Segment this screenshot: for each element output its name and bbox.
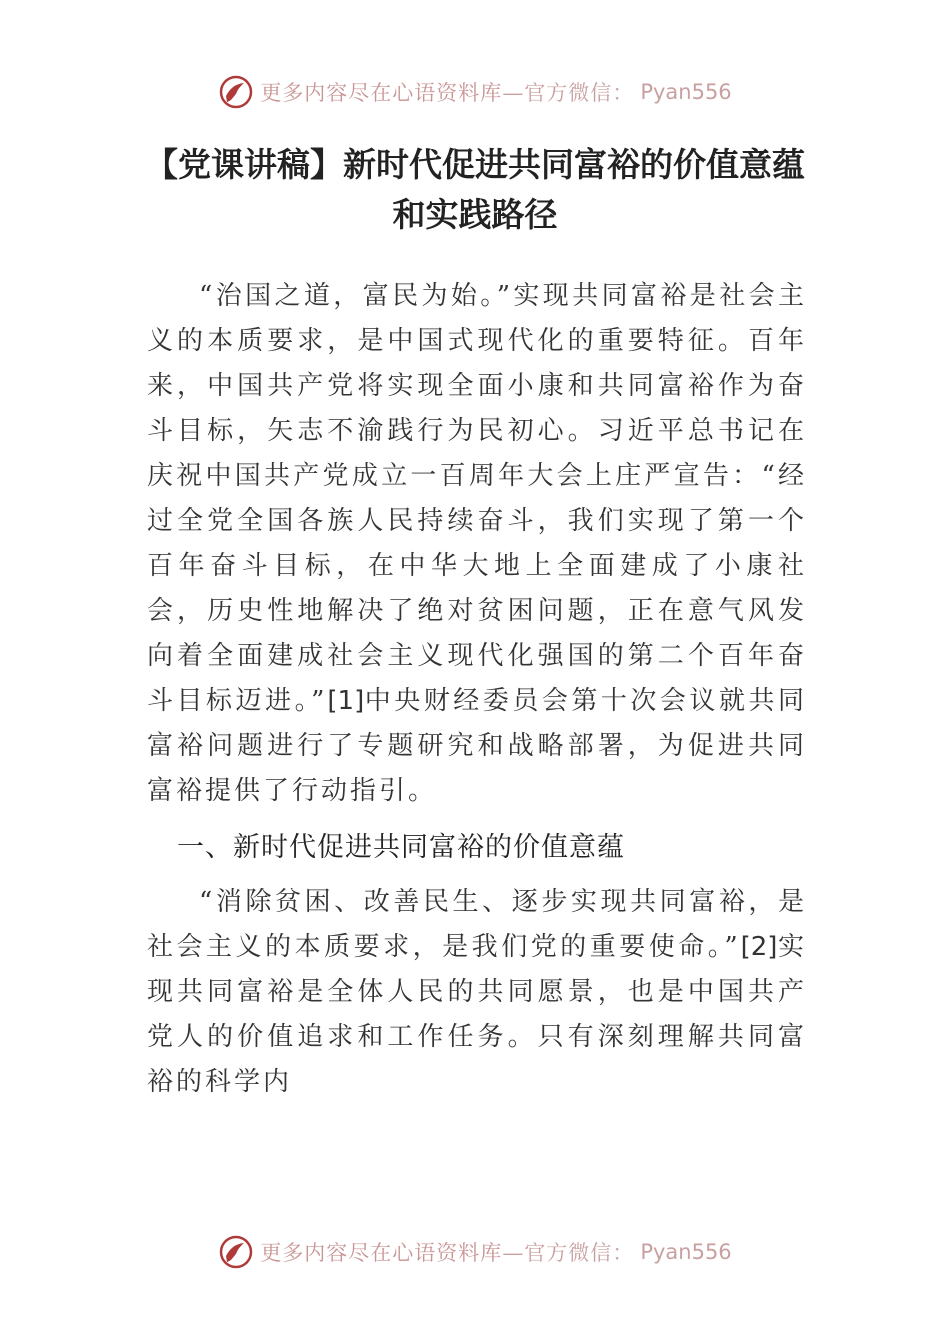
footnote-ref-1: [1]: [327, 686, 365, 716]
title-line-1: 【党课讲稿】新时代促进共同富裕的价值意蕴: [145, 145, 805, 184]
document-body: [147, 274, 807, 1105]
header-watermark: [0, 70, 950, 114]
paragraph-intro-text-a: “治国之道，富民为始。”实现共同富裕是社会主义的本质要求，是中国式现代化的重要特征。百年来，中国共产党将实现全面小康和共同富裕作为奋斗目标，矢志不渝践行为民初心。习近平总书记在庆祝中国共产党成立一百周年大会上庄严宣告：“经过全党全国各族人民持续奋斗，我们实现了第一个百年奋斗目标，在中华大地上全面建成了小康社会，历史性地解决了绝对贫困问题，正在意气风发向着全面建成社会主义现代化强国的第二个百年奋斗目标迈进。”: [147, 281, 807, 716]
paragraph-intro-text-b: 中央财经委员会第十次会议就共同富裕问题进行了专题研究和战略部署，为促进共同富裕提供了行动指引。: [147, 686, 807, 806]
footer-watermark: [0, 1230, 950, 1274]
watermark-text: 更多内容尽在心语资料库—官方微信：: [260, 1241, 635, 1265]
logo-icon: [218, 1234, 254, 1270]
watermark-wechat-id: Pyan556: [640, 80, 732, 104]
section-heading-1: 一、新时代促进共同富裕的价值意蕴: [177, 832, 625, 863]
footnote-ref-2: [2]: [740, 932, 778, 962]
document-title: [120, 140, 830, 240]
watermark-text: 更多内容尽在心语资料库—官方微信：: [260, 81, 635, 105]
paragraph-section-1-text-a: “消除贫困、改善民生、逐步实现共同富裕，是社会主义的本质要求，是我们党的重要使命。”: [147, 887, 807, 962]
logo-icon: [218, 74, 254, 110]
paragraph-section-1: [147, 880, 807, 1105]
title-line-2: 和实践路径: [392, 195, 558, 234]
paragraph-intro: [147, 274, 807, 814]
paragraph-section-1-text-b: 实现共同富裕是全体人民的共同愿景，也是中国共产党人的价值追求和工作任务。只有深刻理解共同富裕的科学内: [147, 932, 807, 1097]
watermark-wechat-id: Pyan556: [640, 1240, 732, 1264]
